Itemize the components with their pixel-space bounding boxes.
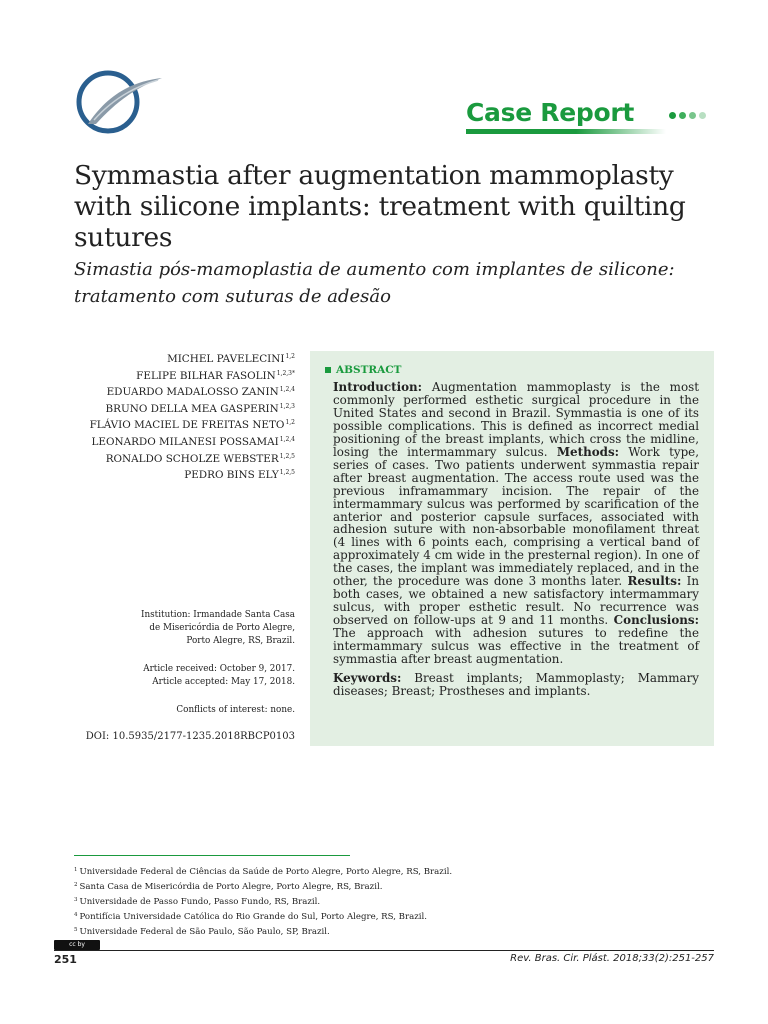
square-bullet-icon [325,367,331,373]
author-item: BRUNO DELLA MEA GASPERIN$^{1,2,3}$ [105,402,295,415]
author-item: MICHEL PAVELECINI$^{1,2}$ [167,353,295,365]
footnote-item: $^5$ Universidade Federal de São Paulo, São Paulo, SP, Brazil. [74,927,330,938]
conflicts-of-interest: Conflicts of interest: none. [176,705,295,715]
institution-info: Institution: Irmandade Santa Casa de Misericórdia de Porto Alegre, Porto Alegre, RS, Brazil. [141,610,295,646]
footnote-item: $^1$ Universidade Federal de Ciências da Saúde de Porto Alegre, Porto Alegre, RS, Brazil. [74,867,453,877]
footnote-item: $^3$ Universidade de Passo Fundo, Passo Fundo, RS, Brazil. [74,897,321,908]
abstract-text [333,381,699,698]
cc-license-icon[interactable]: cc by [54,940,100,950]
author-item: PEDRO BINS ELY$^{1,2,5}$ [184,469,295,482]
affiliation-footnotes [74,864,452,939]
decorative-dots-icon [669,112,706,119]
author-list [90,350,295,483]
journal-reference: Rev. Bras. Cir. Plást. 2018;33(2):251-257 [510,953,714,964]
article-dates: Article received: October 9, 2017. Article accepted: May 17, 2018. [143,664,295,687]
footnote-divider [74,855,350,856]
section-label-underline [466,129,666,134]
section-label: Case Report [466,98,635,127]
footnote-item: $^2$ Santa Casa de Misericórdia de Porto Alegre, Porto Alegre, RS, Brazil. [74,882,383,893]
article-subtitle: Simastia pós-mamoplastia de aumento com implantes de silicone: tratamento com suturas de adesão [74,259,675,307]
author-item: FELIPE BILHAR $FASOLIN^{1,2,3*}$ [136,369,295,382]
footer-divider [54,950,714,951]
author-item: EDUARDO MADALOSSO ZANIN$^{1,2,4}$ [106,386,295,399]
abstract-heading: ABSTRACT [325,364,401,376]
footnote-item: $^4$ Pontifícia Universidade Católica do Rio Grande do Sul, Porto Alegre, RS, Brazil. [74,912,427,923]
doi[interactable]: DOI: 10.5935/2177-1235.2018RBCP0103 [85,731,295,742]
page-number: 251 [54,953,77,966]
keywords: Keywords: Breast implants; Mammoplasty; Mammary diseases; Breast; Prostheses and implants. [333,670,699,698]
author-item: LEONARDO MILANESI POSSAMAI$^{1,2,4}$ [91,435,295,448]
journal-logo-icon [74,66,164,138]
article-title: Symmastia after augmentation mammoplasty with silicone implants: treatment with quilting sutures [74,160,686,253]
author-item: FLÁVIO MACIEL DE FREITAS NETO$^{1,2}$ [89,419,295,432]
author-item: RONALDO SCHOLZE WEBSTER$^{1,2,5}$ [105,452,295,465]
abstract-body: Introduction: Augmentation mammoplasty is the most commonly performed esthetic surgical procedure in the United States and second in Brazil. Symmastia is one of its possible complications. This is defined as incorrect medial positioning of the breast implants, which cross the midline, losing the intermammary sulcus. Methods: Work type, series of cases. Two patients underwent symmastia repair after breast augmentation. The access route used was the previous inframammary incision. The repair of the intermammary sulcus was performed by scarification of the anterior and posterior capsule surfaces, associated with adhesion suture with non-absorbable monofilament threat (4 lines with 6 points each, comprising a vertical band of approximately 4 cm wide in the presternal region). In one of the cases, the implant was immediately replaced, and in the other, the procedure was done 3 months later. Results: In both cases, we obtained a new satisfactory intermammary sulcus, with proper esthetic result. No recurrence was observed on follow-ups at 9 and 11 months. Conclusions: The approach with adhesion sutures to redefine the intermammary sulcus was effective in the treatment of symmastia after breast augmentation. [333,380,700,667]
